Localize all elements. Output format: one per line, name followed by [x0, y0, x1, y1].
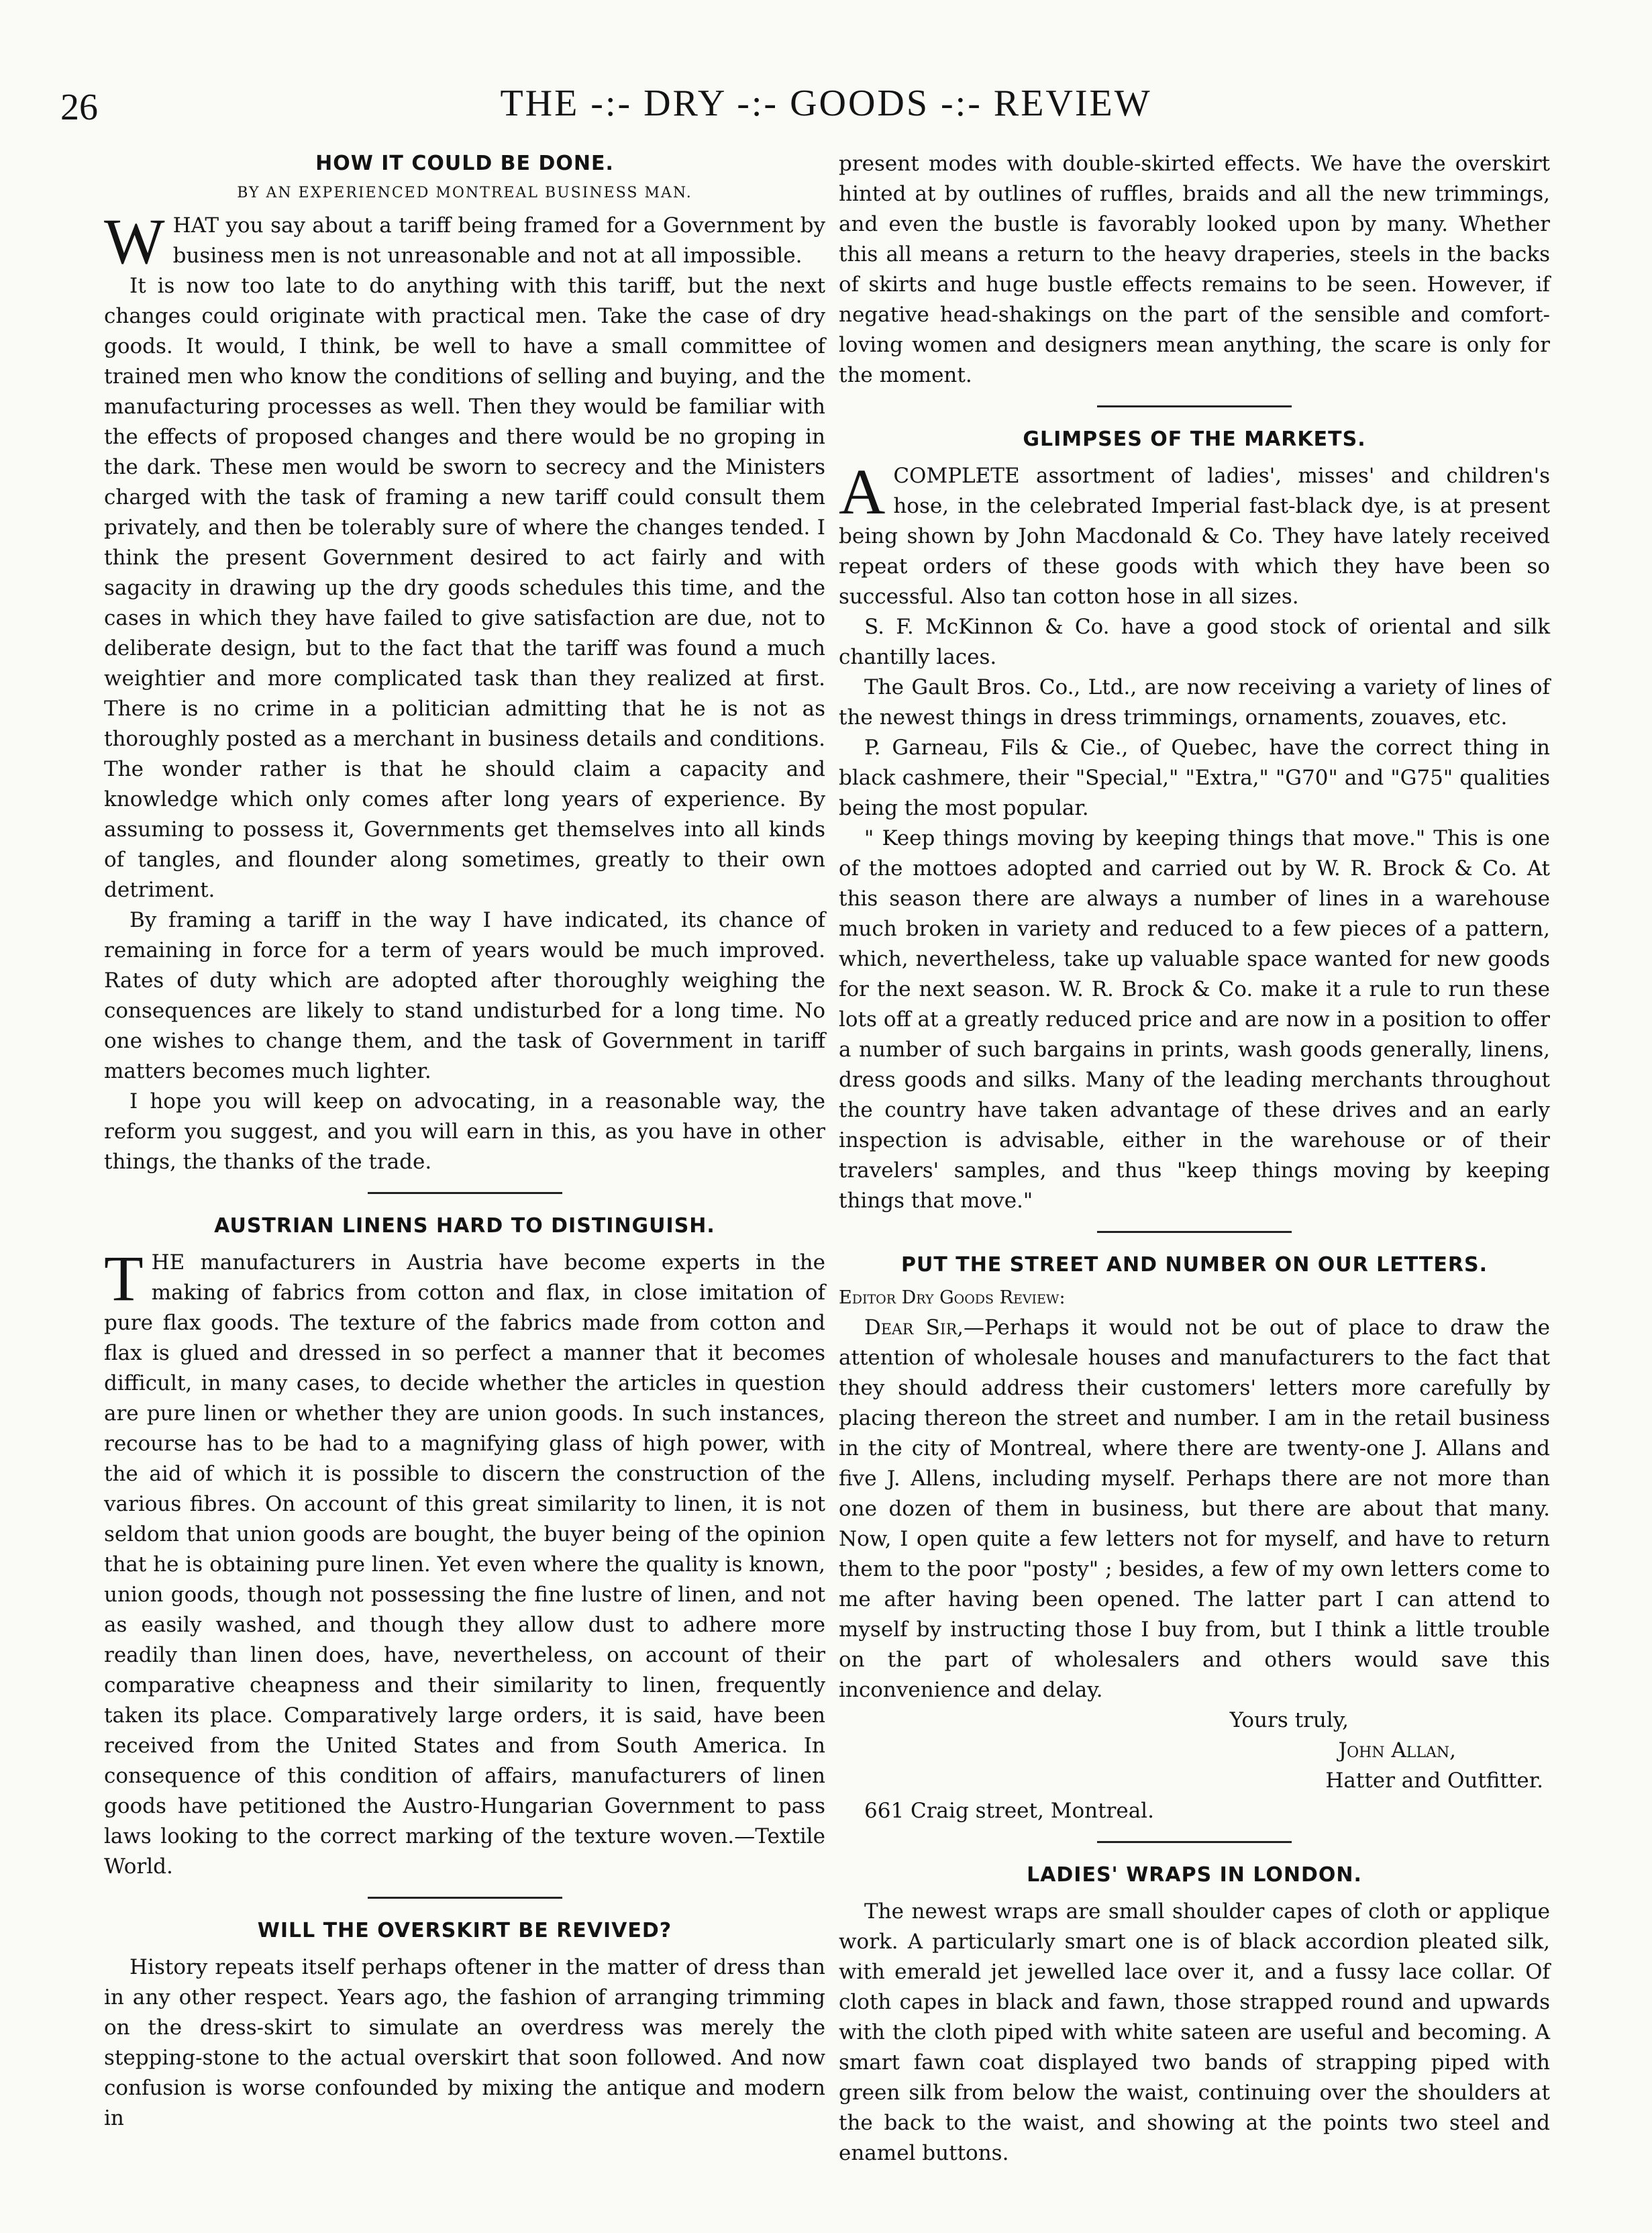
paragraph: " Keep things moving by keeping things that move." This is one of the mottoes adopted and carried out by W. R. Brock & Co. At this season there are always a number of lines in a warehouse much broken in variety and reduced to a few pieces of a pattern, which, nevertheless, take up valuable space wanted for new goods for the next season. W. R. Brock & Co. make it a rule to run these lots off at a greatly reduced price and are now in a position to offer a number of such bargains in prints, wash goods generally, linens, dress goods and silks. Many of the leading merchants throughout the country have taken advantage of these drives and an early inspection is advisable, either in the warehouse or of their travelers' samples, and thus "keep things moving by keeping things that move." [839, 826, 1550, 1213]
letter-address: 661 Craig street, Montreal. [864, 1799, 1154, 1823]
paragraph [839, 456, 1550, 612]
closing: Yours truly, [1229, 1708, 1349, 1732]
letter-editor-line [839, 1283, 1550, 1313]
paragraph: By framing a tariff in the way I have indicated, its chance of remaining in force for a term of years would be much improved. Rates of duty which are adopted after thoroughly weighing the consequences are likely to stand undisturbed for a long time. No one wishes to change them, and the task of Government in tariff matters becomes much lighter. [104, 908, 825, 1083]
paragraph-text: COMPLETE assortment of ladies', misses' and children's hose, in the celebrated Imperial fast-black dye, is at present being shown by John Macdonald & Co. They have lately received repeat orders of these goods with which they have been so successful. Also tan cotton hose in all sizes. [839, 464, 1550, 609]
paragraph-text: —Perhaps it would not be out of place to draw the attention of wholesale houses and manufacturers to the fact that they should address their customers' letters more carefully by placing thereon the street and number. I am in the retail business in the city of Montreal, where there are twenty-one J. Allans and five J. Allens, including myself. Perhaps there are not more than one dozen of them in business, but there are about that many. Now, I open quite a few letters not for myself, and have to return them to the poor "posty" ; besides, a few of my own letters come to me after having been opened. The latter part I can attend to myself by instructing those I buy from, but I think a little trouble on the part of wholesalers and others would save this inconvenience and delay. [839, 1316, 1550, 1702]
letter-signature [839, 1705, 1550, 1796]
paragraph: The newest wraps are small shoulder capes of cloth or applique work. A particularly smart one is of black accordion pleated silk, with emerald jet jewelled lace over it, and a fussy lace collar. Of cloth capes in black and fawn, those strapped round and upwards with the cloth piped with white sateen are useful and becoming. A smart fawn coat displayed two bands of strapping piped with green silk from below the waist, continuing over the shoulders at the back to the waist, and showing at the points two steel and enamel buttons. [839, 1899, 1550, 2165]
section-divider [1097, 1841, 1292, 1843]
section-divider [1097, 1231, 1292, 1233]
article-title-how-it-could-be-done: HOW IT COULD BE DONE. [315, 152, 614, 175]
article-title-glimpses-of-markets: GLIMPSES OF THE MARKETS. [1023, 428, 1366, 451]
paragraph: History repeats itself perhaps oftener in the matter of dress than in any other respect. Years ago, the fashion of arranging trimming on the dress-skirt to simulate an overdress was merely the stepping-stone to the actual overskirt that soon followed. And now confusion is worse confounded by mixing the antique and modern in [104, 1955, 825, 2130]
signatory-name: John Allan, [1338, 1738, 1456, 1763]
paragraph-text: HAT you say about a tariff being framed for a Government by business men is not unreasonable and not at all impossible. [172, 213, 825, 268]
paragraph: present modes with double-skirted effects. We have the overskirt hinted at by outlines of ruffles, braids and all the new trimmings, and even the bustle is favorably looked upon by many. Whether this all means a return to the heavy draperies, steels in the backs of skirts and huge bustle effects remains to be seen. However, if negative head-shakings on the part of the sensible and comfort-loving women and designers mean anything, the scare is only for the moment. [839, 152, 1550, 387]
paragraph [839, 1313, 1550, 1705]
article-title-austrian-linens: AUSTRIAN LINENS HARD TO DISTINGUISH. [214, 1214, 715, 1238]
paragraph [104, 205, 825, 277]
article-title-overskirt: WILL THE OVERSKIRT BE REVIVED? [257, 1919, 672, 1942]
paragraph: It is now too late to do anything with this tariff, but the next changes could originate with practical men. Take the case of dry goods. It would, I think, be well to have a small committee of trained men who know the conditions of selling and buying, and the manufacturing processes as well. Then they would be familiar with the effects of proposed changes and there would be no groping in the dark. These men would be sworn to secrecy and the Ministers charged with the task of framing a new tariff could consult them privately, and then be tolerably sure of where the changes tended. I think the present Government desired to act fairly and with sagacity in drawing up the dry goods schedules this time, and the cases in which they have failed to give satisfaction are due, not to deliberate design, but to the fact that the tariff was found a much weightier and more complicated task than they realized at first. There is no crime in a politician admitting that he is not as thoroughly posted as a merchant in business details and conditions. The wonder rather is that he should claim a capacity and knowledge which only comes after long years of experience. By assuming to possess it, Governments get themselves into all kinds of tangles, and flounder along sometimes, greatly to their own detriment. [104, 274, 825, 902]
section-divider [1097, 405, 1292, 407]
editor-address: Editor Dry Goods Review: [839, 1287, 1066, 1308]
salutation: Dear Sir, [864, 1316, 964, 1340]
page-number: 26 [60, 87, 98, 128]
paragraph: S. F. McKinnon & Co. have a good stock of oriental and silk chantilly laces. [839, 615, 1550, 669]
paragraph [104, 1242, 825, 1882]
running-head: THE -:- DRY -:- GOODS -:- REVIEW [500, 83, 1152, 124]
right-column [839, 149, 1550, 2169]
section-divider [368, 1897, 562, 1899]
paragraph: P. Garneau, Fils & Cie., of Quebec, have the correct thing in black cashmere, their "Special," "Extra," "G70" and "G75" qualities being the most popular. [839, 736, 1550, 820]
article-title-ladies-wraps: LADIES' WRAPS IN LONDON. [1027, 1863, 1362, 1887]
left-column [104, 149, 825, 2134]
drop-cap: W [104, 205, 165, 277]
paragraph-text: HE manufacturers in Austria have become experts in the making of fabrics from cotton and flax, in close imitation of pure flax goods. The texture of the fabrics made from cotton and flax is glued and dressed in so perfect a manner that it becomes difficult, in many cases, to decide whether the articles in question are pure linen or whether they are union goods. In such instances, recourse has to be had to a magnifying glass of high power, with the aid of which it is possible to discern the construction of the various fibres. On account of this great similarity to linen, it is not seldom that union goods are bought, the buyer being of the opinion that he is obtaining pure linen. Yet even where the quality is known, union goods, though not possessing the fine lustre of linen, and not as easily washed, and though they allow dust to adhere more readily than linen does, have, nevertheless, on account of their comparative cheapness and their similarity to linen, frequently taken its place. Comparatively large orders, it is said, have been received from the United States and from South America. In consequence of this condition of affairs, manufacturers of linen goods have petitioned the Austro-Hungarian Government to pass laws looking to the correct marking of the texture woven.—Textile World. [104, 1250, 825, 1879]
paragraph: The Gault Bros. Co., Ltd., are now receiving a variety of lines of the newest things in dress trimmings, ornaments, zouaves, etc. [839, 675, 1550, 730]
section-divider [368, 1192, 562, 1194]
article-byline: BY AN EXPERIENCED MONTREAL BUSINESS MAN. [237, 185, 692, 201]
signatory-role: Hatter and Outfitter. [1325, 1769, 1543, 1793]
paragraph: I hope you will keep on advocating, in a reasonable way, the reform you suggest, and you will earn in this, as you have in other things, the thanks of the trade. [104, 1089, 825, 1174]
article-title-street-and-number: PUT THE STREET AND NUMBER ON OUR LETTERS. [900, 1253, 1488, 1277]
drop-cap: A [839, 456, 886, 528]
drop-cap: T [104, 1242, 144, 1314]
